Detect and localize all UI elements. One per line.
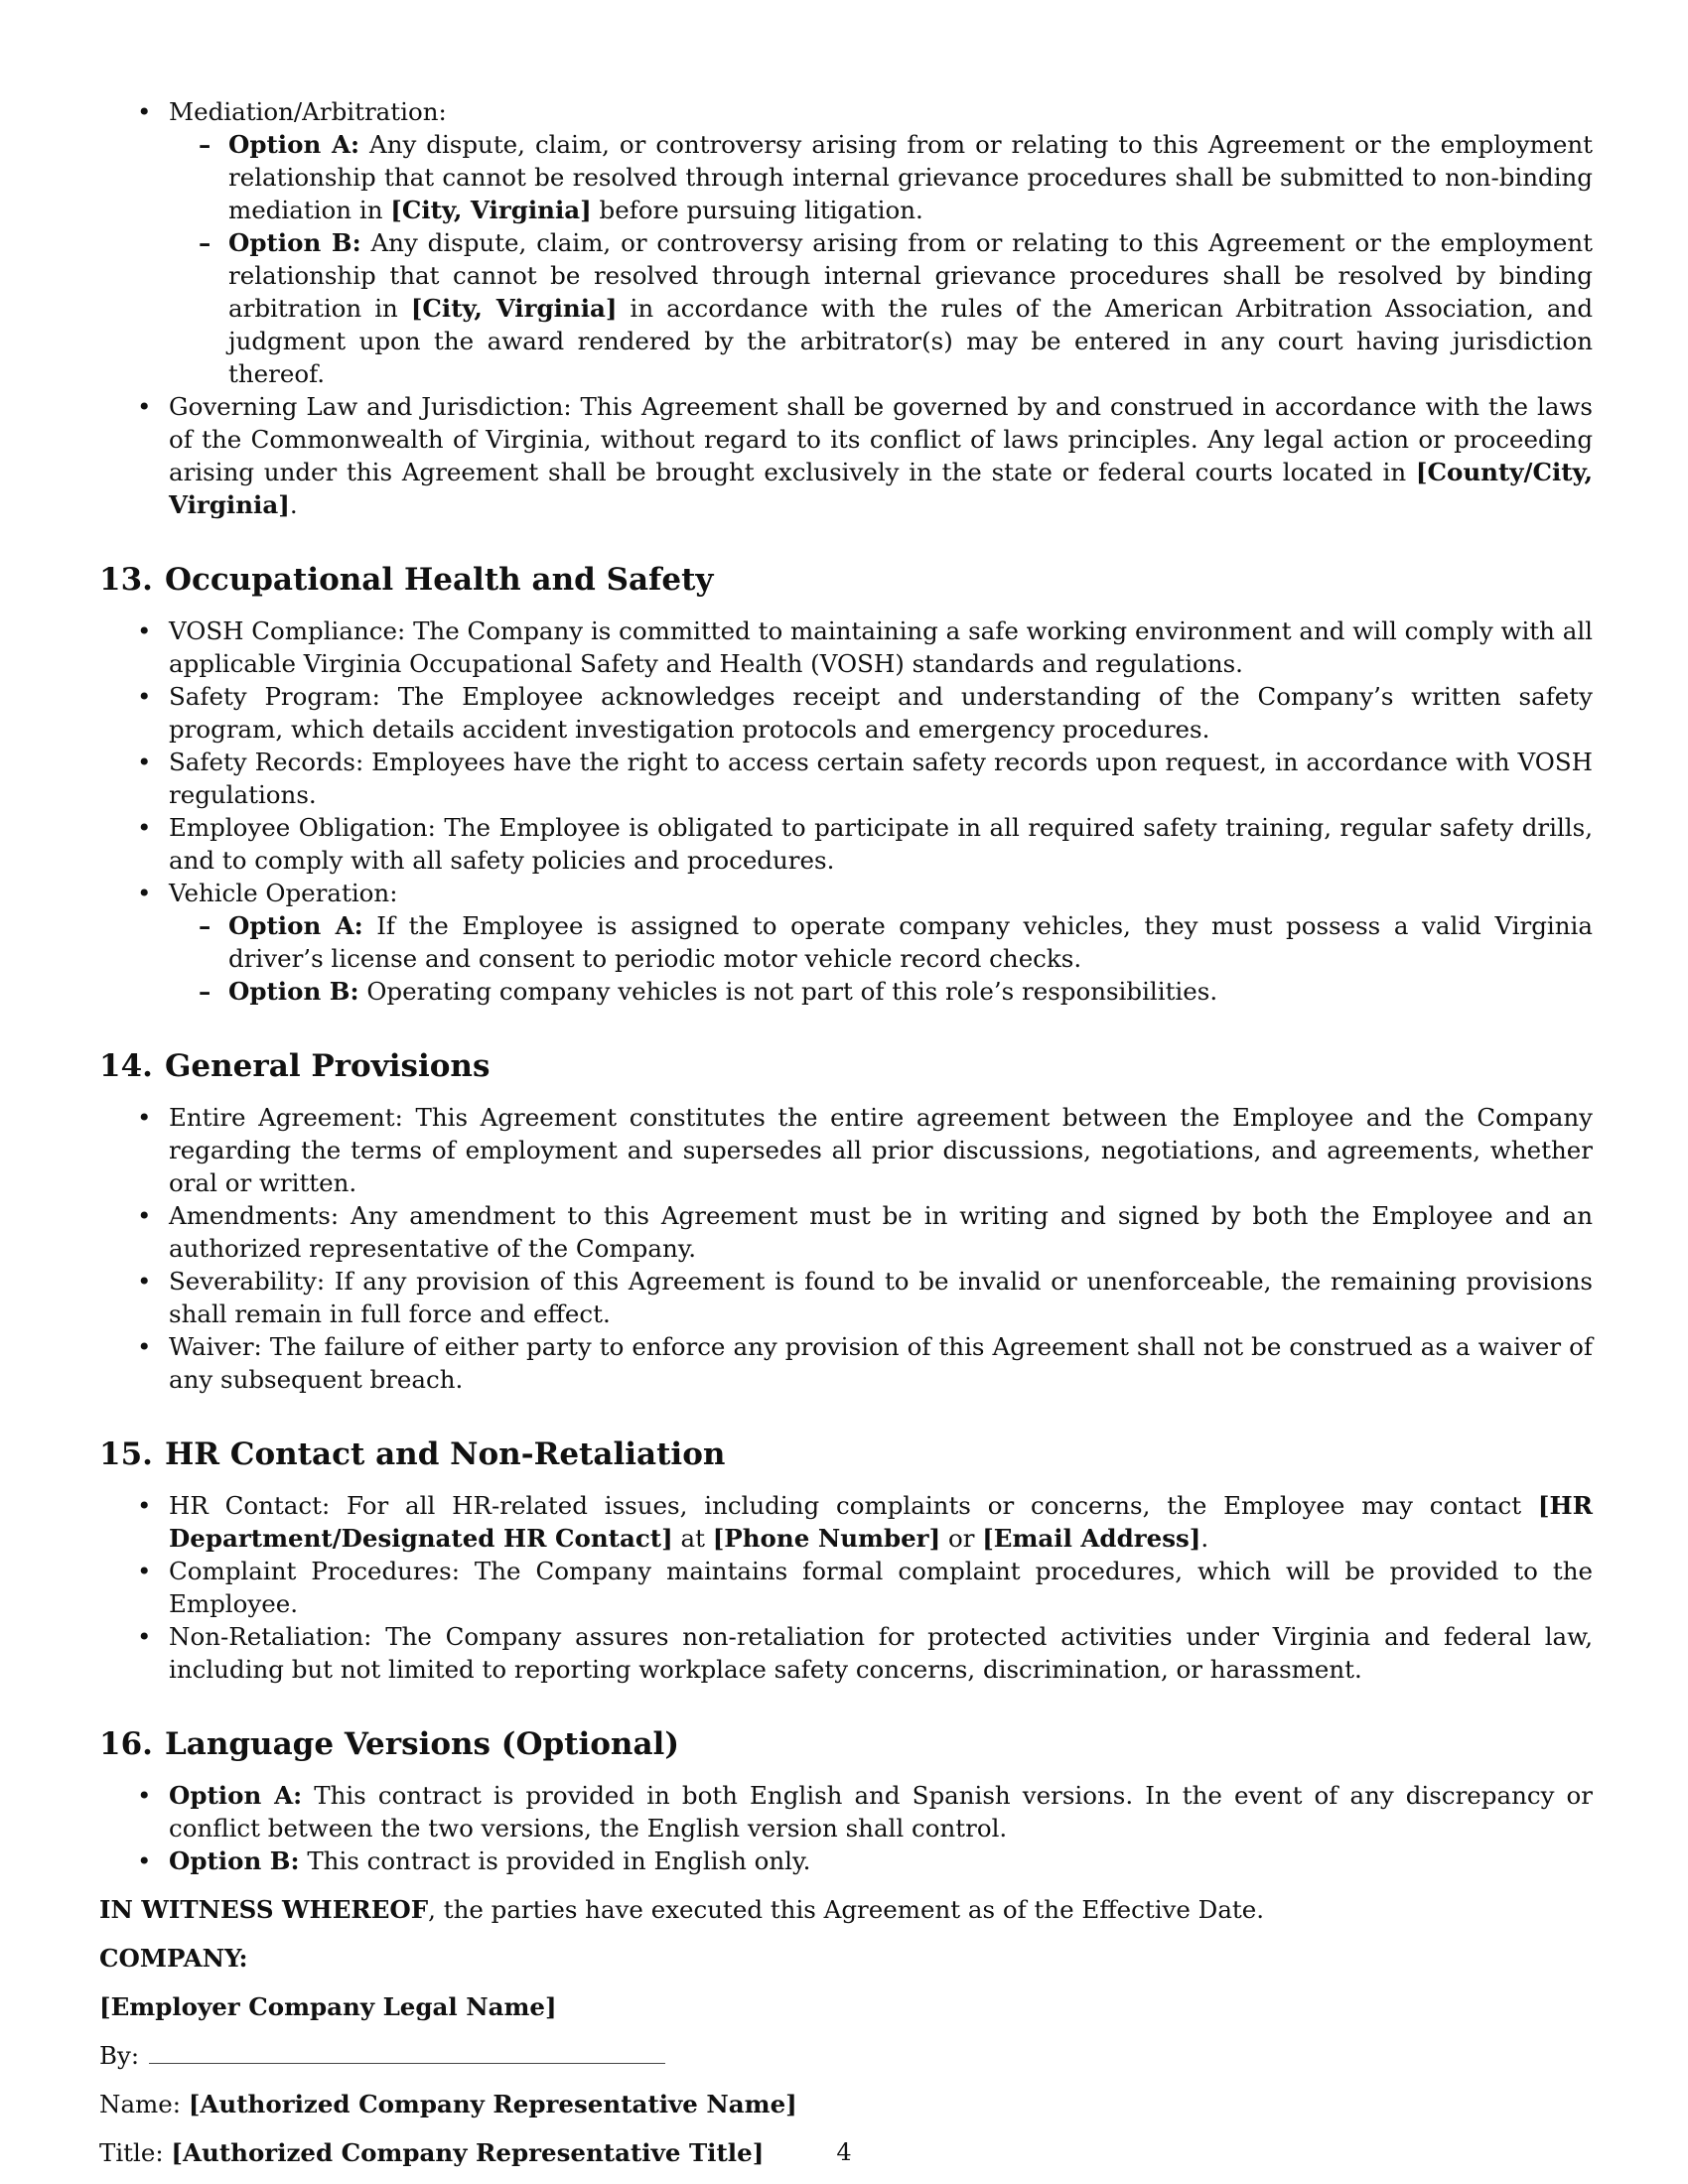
witness-paragraph — [99, 1893, 1593, 1926]
list-item-hr-contact — [99, 1489, 1593, 1555]
option-b-text-end: in accordance with the rules of the American Arbitration Association, and judgment upon the award rendered by the arbitrator(s) may be entered in any court having jurisdiction thereof. — [228, 294, 1594, 388]
section-16-list — [99, 1779, 1593, 1877]
language-option-a — [99, 1779, 1593, 1844]
mediation-label: Mediation/Arbitration: — [169, 97, 447, 126]
email-placeholder: [Email Address] — [982, 1524, 1201, 1553]
governing-text: Governing Law and Jurisdiction: This Agreement shall be governed by and construed in accordance with the laws of the Commonwealth of Virginia, without regard to its conflict of laws principles. Any legal action or proceeding arising under this Agreement shall be brought exclusively in the state or federal courts located in — [169, 392, 1593, 486]
governing-end: . — [289, 490, 298, 519]
list-item: • Entire Agreement: This Agreement constitutes the entire agreement between the Employee and the Company regarding the terms of employment and supersedes all prior discussions, negotiations, and agreements, whether oral or written. — [99, 1101, 1593, 1199]
representative-name-line — [99, 2088, 1593, 2120]
title-placeholder: [Authorized Company Representative Title] — [171, 2138, 765, 2167]
list-item-mediation — [99, 95, 1593, 390]
section-heading-13 — [99, 561, 1593, 599]
hr-at-text: at — [672, 1524, 713, 1553]
dispute-list — [99, 95, 1593, 521]
title-label: Title: — [99, 2138, 172, 2167]
section-heading-14 — [99, 1047, 1593, 1085]
page-content — [99, 95, 1593, 2169]
list-item: • Safety Program: The Employee acknowledges receipt and understanding of the Company’s written safety program, which details accident investigation protocols and emergency procedures. — [99, 680, 1593, 746]
option-b-text: Any dispute, claim, or controversy arising from or relating to this Agreement or the employment relationship that cannot be resolved through internal grievance procedures shall be resolved by binding arbitration in — [228, 228, 1593, 323]
option-a-label: Option A: — [228, 130, 360, 159]
section-14-list — [99, 1101, 1593, 1396]
hr-or-text: or — [940, 1524, 983, 1553]
option-a-text: Any dispute, claim, or controversy arising from or relating to this Agreement or the employment relationship that cannot be resolved through internal grievance procedures shall be submitted to non-binding mediation in — [228, 130, 1593, 224]
signature-by-line — [99, 2039, 1593, 2072]
vehicle-option-a — [169, 909, 1593, 975]
option-a-text-end: before pursuing litigation. — [591, 196, 923, 224]
hr-contact-placeholder: [HR Department/Designated HR Contact] — [169, 1491, 1593, 1553]
section-number: 15. — [99, 1436, 153, 1472]
witness-bold: IN WITNESS WHEREOF — [99, 1895, 429, 1924]
list-item: • VOSH Compliance: The Company is committed to maintaining a safe working environment and will comply with all applicable Virginia Occupational Safety and Health (VOSH) standards and regulations. — [99, 614, 1593, 680]
hr-end: . — [1200, 1524, 1209, 1553]
company-name — [99, 1990, 1593, 2023]
option-a-label: Option A: — [169, 1781, 303, 1810]
phone-placeholder: [Phone Number] — [712, 1524, 941, 1553]
section-number: 14. — [99, 1048, 153, 1084]
option-b-text: This contract is provided in English only. — [299, 1846, 811, 1875]
option-b-label: Option B: — [169, 1846, 300, 1875]
company-name-placeholder: [Employer Company Legal Name] — [99, 1992, 557, 2021]
list-item: • Employee Obligation: The Employee is obligated to participate in all required safety training, regular safety drills, and to comply with all safety policies and procedures. — [99, 811, 1593, 877]
option-a-label: Option A: — [228, 911, 363, 940]
section-number: 13. — [99, 562, 153, 598]
list-item: • Non-Retaliation: The Company assures non-retaliation for protected activities under Virginia and federal law, including but not limited to reporting workplace safety concerns, discrimination, or harassment. — [99, 1620, 1593, 1686]
section-number: 16. — [99, 1726, 153, 1762]
list-item-vehicle — [99, 877, 1593, 1008]
vehicle-options — [169, 909, 1593, 1008]
list-item: • Complaint Procedures: The Company maintains formal complaint procedures, which will be provided to the Employee. — [99, 1555, 1593, 1620]
name-placeholder: [Authorized Company Representative Name] — [188, 2090, 797, 2118]
section-title: Occupational Health and Safety — [164, 562, 714, 598]
section-heading-15 — [99, 1435, 1593, 1473]
option-b-label: Option B: — [228, 228, 361, 257]
hr-contact-text: HR Contact: For all HR-related issues, including complaints or concerns, the Employee may contact — [169, 1491, 1538, 1520]
section-heading-16 — [99, 1725, 1593, 1763]
section-title: General Provisions — [164, 1048, 491, 1084]
list-item: • Severability: If any provision of this Agreement is found to be invalid or unenforceable, the remaining provisions shall remain in full force and effect. — [99, 1265, 1593, 1330]
section-title: HR Contact and Non-Retaliation — [164, 1436, 726, 1472]
by-label: By: — [99, 2041, 140, 2070]
county-placeholder: [County/City, Virginia] — [169, 458, 1593, 519]
mediation-option-a — [169, 128, 1593, 226]
city-placeholder: [City, Virginia] — [410, 294, 618, 323]
option-a-text: This contract is provided in both English and Spanish versions. In the event of any discrepancy or conflict between the two versions, the English version shall control. — [169, 1781, 1593, 1843]
company-label — [99, 1942, 1593, 1975]
signature-line[interactable] — [149, 2039, 665, 2064]
page-number: 4 — [836, 2138, 852, 2166]
language-option-b — [99, 1844, 1593, 1877]
list-item: • Waiver: The failure of either party to enforce any provision of this Agreement shall not be construed as a waiver of any subsequent breach. — [99, 1330, 1593, 1396]
list-item: • Safety Records: Employees have the right to access certain safety records upon request, in accordance with VOSH regulations. — [99, 746, 1593, 811]
mediation-options — [169, 128, 1593, 390]
list-item-governing-law — [99, 390, 1593, 521]
witness-text: , the parties have executed this Agreement as of the Effective Date. — [428, 1895, 1265, 1924]
mediation-option-b — [169, 226, 1593, 390]
section-title: Language Versions (Optional) — [164, 1726, 679, 1762]
option-b-label: Option B: — [228, 977, 359, 1006]
section-15-list — [99, 1489, 1593, 1686]
name-label: Name: — [99, 2090, 189, 2118]
section-13-list — [99, 614, 1593, 1008]
option-b-text: Operating company vehicles is not part of this role’s responsibilities. — [358, 977, 1218, 1006]
vehicle-label: Vehicle Operation: — [169, 879, 398, 907]
list-item: • Amendments: Any amendment to this Agreement must be in writing and signed by both the Employee and an authorized representative of the Company. — [99, 1199, 1593, 1265]
vehicle-option-b — [169, 975, 1593, 1008]
city-placeholder: [City, Virginia] — [390, 196, 592, 224]
option-a-text: If the Employee is assigned to operate company vehicles, they must possess a valid Virginia driver’s license and consent to periodic motor vehicle record checks. — [228, 911, 1593, 973]
company-label-text: COMPANY: — [99, 1944, 248, 1973]
